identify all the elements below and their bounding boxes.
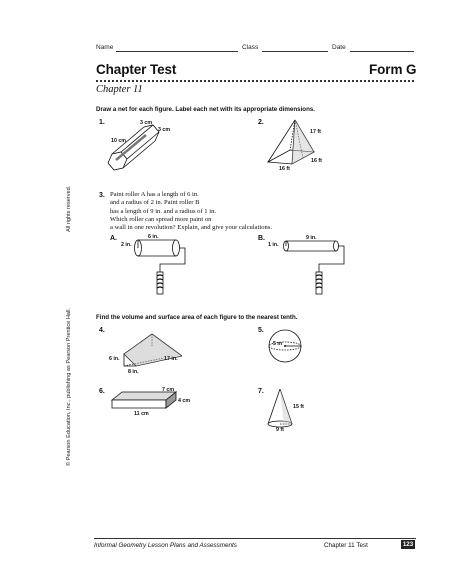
p1-label-c: 10 cm	[111, 138, 127, 144]
problem-3-number: 3.	[99, 192, 105, 199]
footer-test-title: Chapter 11 Test	[324, 542, 368, 549]
p2-label-c: 16 ft	[279, 166, 290, 172]
p1-label-b: 3 cm	[158, 127, 171, 133]
title-divider	[96, 80, 414, 82]
p2-label-a: 17 ft	[310, 129, 321, 135]
date-label: Date	[332, 44, 346, 51]
problem-3-text	[110, 191, 272, 232]
section1-instruction: Draw a net for each figure. Label each net with its appropriate dimensions.	[96, 106, 316, 113]
p3-line-4: Which roller can spread more paint on	[110, 215, 212, 223]
roller-a-radius: 2 in.	[121, 242, 132, 248]
problem-2-figure	[262, 114, 342, 174]
p1-label-a: 3 cm	[140, 120, 153, 126]
p3-line-1: Paint roller A has a length of 6 in.	[110, 191, 199, 198]
name-label: Name	[96, 44, 114, 51]
page-title: Chapter Test	[96, 62, 177, 77]
section2-instruction: Find the volume and surface area of each figure to the nearest tenth.	[96, 314, 298, 321]
page-number: 123	[402, 541, 414, 548]
problem-7-number: 7.	[258, 388, 264, 395]
problem-5-figure	[265, 326, 305, 366]
p4-label-b: 17 in.	[164, 356, 178, 362]
roller-a-length: 6 in.	[148, 234, 159, 240]
class-field[interactable]	[262, 51, 328, 52]
chapter-subtitle: Chapter 11	[96, 84, 143, 95]
footer-book-title: Informal Geometry Lesson Plans and Assessments	[94, 542, 237, 549]
p2-label-b: 16 ft	[311, 158, 322, 164]
problem-1-number: 1.	[99, 119, 105, 126]
p4-label-a: 6 in.	[109, 356, 120, 362]
p6-label-b: 4 cm	[178, 398, 191, 404]
form-label: Form G	[369, 62, 417, 77]
copyright-text: © Pearson Education, Inc., publishing as Pearson Prentice Hall.	[66, 307, 72, 466]
p7-label-a: 15 ft	[293, 404, 304, 410]
p5-label-a: 5 m	[273, 341, 283, 347]
roller-b-radius: 1 in.	[268, 242, 279, 248]
problem-6-figure	[104, 385, 194, 421]
problem-2-number: 2.	[258, 119, 264, 126]
p7-label-b: 9 ft	[276, 427, 284, 433]
footer-divider	[94, 538, 416, 539]
p4-label-c: 8 in.	[128, 369, 139, 375]
p3-line-5: a wall in one revolution? Explain, and give your calculations.	[110, 224, 273, 232]
roller-a-figure	[112, 234, 212, 304]
class-label: Class	[242, 44, 259, 51]
p6-label-c: 11 cm	[134, 411, 149, 417]
roller-b-length: 9 in.	[306, 235, 317, 241]
p6-label-a: 7 cm	[162, 387, 175, 393]
roller-b-figure	[262, 234, 362, 304]
p3-line-2: and a radius of 2 in. Paint roller B	[110, 199, 200, 207]
problem-6-number: 6.	[99, 388, 105, 395]
problem-7-figure	[262, 385, 312, 435]
date-field[interactable]	[350, 51, 414, 52]
problem-4-number: 4.	[99, 327, 105, 334]
problem-5-number: 5.	[258, 327, 264, 334]
roller-b-label: B.	[258, 235, 265, 242]
roller-a-label: A.	[110, 235, 117, 242]
p3-line-3: has a length of 9 in. and a radius of 1 in.	[110, 207, 217, 215]
rights-text: All rights reserved.	[66, 185, 72, 232]
name-field[interactable]	[116, 51, 238, 52]
problem-1-figure	[100, 116, 210, 178]
problem-4-figure	[104, 328, 194, 378]
